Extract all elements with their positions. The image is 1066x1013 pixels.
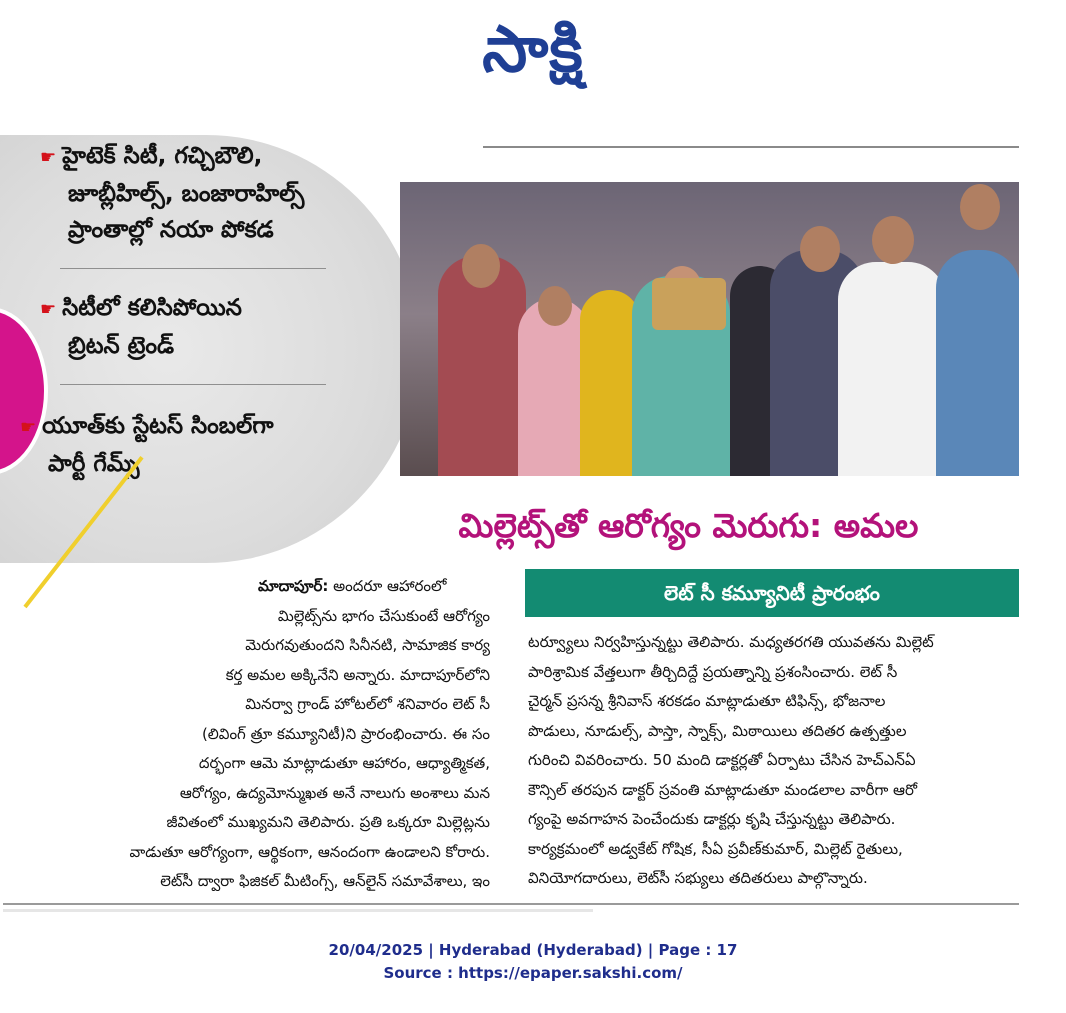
photo-gift-box <box>652 278 726 330</box>
article-left-line-7: దర్భంగా ఆమె మాట్లాడుతూ ఆహారం, ఆధ్యాత్మికత, <box>198 754 490 772</box>
highlight-2-line-1: సిటీలో కలిసిపోయిన <box>62 295 242 321</box>
pointing-hand-icon: ☛ <box>20 417 37 438</box>
event-photo <box>400 182 1019 476</box>
highlight-divider-1 <box>60 268 326 269</box>
bottom-divider-shadow <box>3 909 593 912</box>
article-right-line-8: కార్యక్రమంలో అడ్వకేట్ గోషిక, సీఏ ప్రవీణ్‌కుమార్, మిల్లెట్ రైతులు, <box>528 839 903 858</box>
article-right-line-5: గురించి వివరించారు. 50 మంది డాక్టర్లతో ఏర్పాటు చేసిన హెచ్‌ఎన్‌ఏ <box>528 751 916 769</box>
article-right-line-2: పారిశ్రామిక వేత్తలుగా తీర్చిదిద్దే ప్రయత్నాన్ని ప్రశంసించారు. లెట్ సీ <box>528 662 898 681</box>
photo-head-1 <box>462 244 500 288</box>
footer-date-page: 20/04/2025 | Hyderabad (Hyderabad) | Page : 17 <box>328 941 738 959</box>
highlight-3-line-1: యూత్‌కు స్టేటస్ సింబల్‌గా <box>42 413 274 439</box>
highlight-item-2 <box>40 290 242 364</box>
article-headline: మిల్లెట్స్‌తో ఆరోగ్యం మెరుగు: అమల <box>458 506 919 545</box>
photo-person-1 <box>438 256 526 476</box>
highlight-2-line-2: బ్రిటన్ ట్రెండ్ <box>68 333 175 359</box>
article-left-line-5: మినర్వా గ్రాండ్ హోటల్‌లో శనివారం లెట్ సీ <box>245 695 490 713</box>
top-divider <box>483 146 1019 148</box>
highlight-1-line-1: హైటెక్ సిటీ, గచ్చిబౌలి, <box>62 143 263 169</box>
article-column-right <box>528 628 1020 894</box>
photo-person-7 <box>838 262 946 476</box>
article-left-line-8: ఆరోగ్యం, ఉద్యమోన్ముఖత అనే నాలుగు అంశాలు మన <box>179 783 490 802</box>
article-left-line-3: మెరుగవుతుందని సినీనటి, సామాజిక కార్య <box>245 636 490 654</box>
highlight-divider-2 <box>60 384 326 385</box>
photo-person-8 <box>936 250 1019 476</box>
highlight-1-line-2: జూబ్లీహిల్స్, బంజారాహిల్స్ <box>68 181 305 207</box>
article-right-line-1: టర్వ్యూలు నిర్వహిస్తున్నట్టు తెలిపారు. మధ్యతరగతి యువతను మిల్లెట్ <box>528 633 934 651</box>
article-dateline: మాదాపూర్: <box>258 577 329 595</box>
article-left-line-1: మాదాపూర్: అందరూ ఆహారంలో <box>258 577 447 595</box>
article-right-line-4: పొడులు, నూడుల్స్, పాస్తా, స్నాక్స్, మిఠాయిలు తదితర ఉత్పత్తుల <box>528 721 907 740</box>
article-left-line-9: జీవితంలో ముఖ్యమని తెలిపారు. ప్రతి ఒక్కరూ మిల్లెట్లను <box>166 813 490 831</box>
highlight-item-3 <box>20 408 274 482</box>
article-left-line-4: కర్త అమల అక్కినేని అన్నారు. మాదాపూర్‌లోని <box>225 665 490 684</box>
article-subheadline: లెట్ సీ కమ్యూనిటీ ప్రారంభం <box>525 569 1019 617</box>
article-left-line-2: మిల్లెట్స్‌ను భాగం చేసుకుంటే ఆరోగ్యం <box>277 606 490 625</box>
highlight-item-1 <box>40 138 304 248</box>
article-left-line-10: వాడుతూ ఆరోగ్యంగా, ఆర్థికంగా, ఆనందంగా ఉండాలని కోరారు. <box>129 842 490 861</box>
article-right-line-3: చైర్మన్ ప్రసన్న శ్రీనివాస్ శరకడం మాట్లాడుతూ టిఫిన్స్, భోజనాల <box>528 692 886 710</box>
masthead-logo: సాక్షి <box>482 13 584 87</box>
article-column-left <box>20 572 490 897</box>
bottom-divider <box>3 903 1019 905</box>
article-left-line-11: లెట్‌సీ ద్వారా ఫిజికల్ మీటింగ్స్, ఆన్‌లైన్ సమావేశాలు, ఇం <box>160 872 490 890</box>
footer-source: Source : https://epaper.sakshi.com/ <box>383 964 683 982</box>
highlight-3-line-2: పార్టీ గేమ్స్ <box>48 451 140 477</box>
photo-head-7 <box>872 216 914 264</box>
pointing-hand-icon: ☛ <box>40 147 57 168</box>
article-right-line-9: వినియోగదారులు, లెట్‌సీ సభ్యులు తదితరులు పాల్గొన్నారు. <box>528 869 868 887</box>
photo-head-8 <box>960 184 1000 230</box>
photo-head-2 <box>538 286 572 326</box>
photo-head-6 <box>800 226 840 272</box>
highlight-1-line-3: ప్రాంతాల్లో నయా పోకడ <box>68 217 274 243</box>
article-right-line-7: గ్యంపై అవగాహన పెంచేందుకు డాక్టర్లు కృషి చేస్తున్నట్టు తెలిపారు. <box>528 810 896 828</box>
photo-person-3 <box>580 290 640 476</box>
article-left-line-6: (లివింగ్ త్రూ కమ్యూనిటీ)ని ప్రారంభించారు. ఈ సం <box>201 724 490 743</box>
pointing-hand-icon: ☛ <box>40 299 57 320</box>
article-right-line-6: కౌన్సిల్ తరపున డాక్టర్ స్రవంతి మాట్లాడుతూ మండలాల వారీగా ఆరో <box>528 780 918 799</box>
